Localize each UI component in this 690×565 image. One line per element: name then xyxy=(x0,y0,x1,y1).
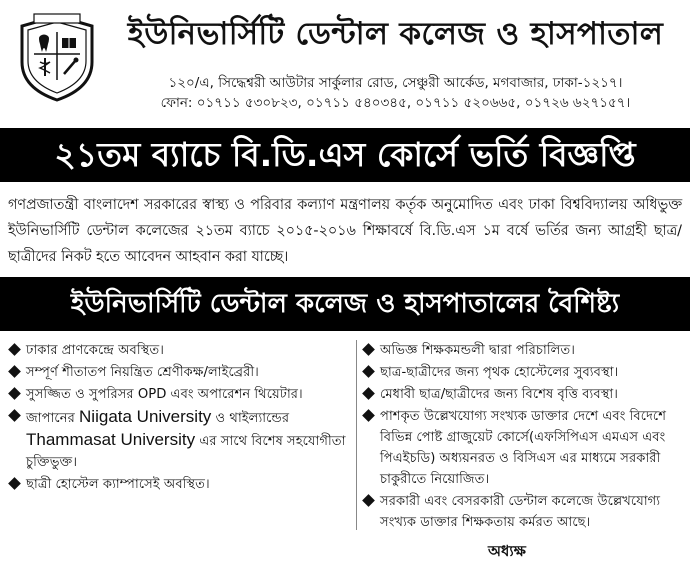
college-address: ১২০/এ, সিদ্ধেশ্বরী আউটার সার্কুলার রোড, সেঞ্চুরী আর্কেড, মগবাজার, ঢাকা-১২১৭। xyxy=(168,75,623,91)
feature-text: সরকারী এবং বেসরকারী ডেন্টাল কলেজে উল্লেখযোগ্য সংখ্যক ডাক্তার শিক্ষকতায় কর্মরত আছে। xyxy=(380,494,661,530)
feature-item xyxy=(362,491,684,533)
diamond-bullet-icon xyxy=(362,387,375,400)
diamond-bullet-icon xyxy=(8,409,21,422)
feature-item xyxy=(8,362,353,383)
feature-text: পাশকৃত উল্লেখযোগ্য সংখ্যক ডাক্তার দেশে এবং বিদেশে বিভিন্ন পোষ্ট গ্রাজুয়েট কোর্সে(এফসিপিএস এমএস এবং পিএইচডি) অধ্যয়নরত ও বিসিএস এর মাধ্যমে সরকারী চাকুরীতে নিয়োজিত। xyxy=(380,409,667,487)
feature-item xyxy=(362,384,684,405)
feature-item xyxy=(362,340,684,361)
university-name-thammasat: Thammasat University xyxy=(26,430,196,449)
diamond-bullet-icon xyxy=(8,365,21,378)
feature-text-pre: জাপানের xyxy=(26,411,75,426)
diamond-bullet-icon xyxy=(362,365,375,378)
diamond-bullet-icon xyxy=(362,409,375,422)
feature-text: ছাত্র-ছাত্রীদের জন্য পৃথক হোস্টেলের সুব্যবস্থা। xyxy=(380,365,619,380)
feature-text-mid: ও থাইল্যান্ডের xyxy=(215,411,290,426)
admission-notice-text: গণপ্রজাতন্ত্রী বাংলাদেশ সরকারের স্বাস্থ্য ও পরিবার কল্যাণ মন্ত্রণালয় কর্তৃক অনুমোদিত এবং ঢাকা বিশ্ববিদ্যালয় অধিভুক্ত ইউনিভার্সিটি ডেন্টাল কলেজের ২১তম ব্যাচে ২০১৫-২০১৬ শিক্ষাবর্ষে বি.ডি.এস ১ম বর্ষে ভর্তির জন্য আগ্রহী ছাত্র/ছাত্রীদের নিকট হতে আবেদন আহবান করা যাচ্ছে। xyxy=(8,197,682,265)
features-list-right xyxy=(362,340,684,534)
diamond-bullet-icon xyxy=(8,477,21,490)
college-phone: ফোন: ০১৭১১ ৫৩০৮২৩, ০১৭১১ ৫৪০৩৪৫, ০১৭১১ ৫২০৬৬৫, ০১৭২৬ ৬২৭১৫৭। xyxy=(160,95,631,111)
diamond-bullet-icon xyxy=(8,387,21,400)
college-name: ইউনিভার্সিটি ডেন্টাল কলেজ ও হাসপাতাল xyxy=(127,16,664,52)
diamond-bullet-icon xyxy=(8,343,21,356)
feature-text-post: এর সাথে বিশেষ সহযোগীতা চুক্তিভুক্ত। xyxy=(26,434,346,470)
college-logo xyxy=(12,10,102,104)
feature-item xyxy=(8,474,353,495)
header xyxy=(0,0,690,118)
feature-item-partnership xyxy=(8,406,353,473)
features-list-left xyxy=(8,340,353,496)
diamond-bullet-icon xyxy=(362,343,375,356)
feature-text: অভিজ্ঞ শিক্ষকমন্ডলী দ্বারা পরিচালিত। xyxy=(380,343,576,358)
diamond-bullet-icon xyxy=(362,494,375,507)
features-banner: ইউনিভার্সিটি ডেন্টাল কলেজ ও হাসপাতালের বৈশিষ্ট্য xyxy=(0,277,690,331)
feature-text: সুসজ্জিত ও সুপরিসর OPD এবং অপারেশন থিয়েটার। xyxy=(26,387,303,402)
column-divider xyxy=(356,340,357,530)
university-name-niigata: Niigata University xyxy=(79,407,212,426)
feature-text: ঢাকার প্রাণকেন্দ্রে অবস্থিত। xyxy=(26,343,164,358)
admission-banner: ২১তম ব্যাচে বি.ডি.এস কোর্সে ভর্তি বিজ্ঞপ্তি xyxy=(0,128,690,182)
college-crest-icon xyxy=(12,10,102,104)
feature-item xyxy=(362,362,684,383)
feature-item xyxy=(362,406,684,490)
feature-text: মেধাবী ছাত্র/ছাত্রীদের জন্য বিশেষ বৃত্তি ব্যবস্থা। xyxy=(380,387,618,402)
feature-text: সম্পূর্ণ শীতাতপ নিয়ন্ত্রিত শ্রেণীকক্ষ/লাইব্রেরী। xyxy=(26,365,259,380)
feature-item xyxy=(8,384,353,405)
principal-signature-label: অধ্যক্ষ xyxy=(488,542,526,560)
feature-text: ছাত্রী হোস্টেল ক্যাম্পাসেই অবস্থিত। xyxy=(26,477,210,492)
feature-item xyxy=(8,340,353,361)
